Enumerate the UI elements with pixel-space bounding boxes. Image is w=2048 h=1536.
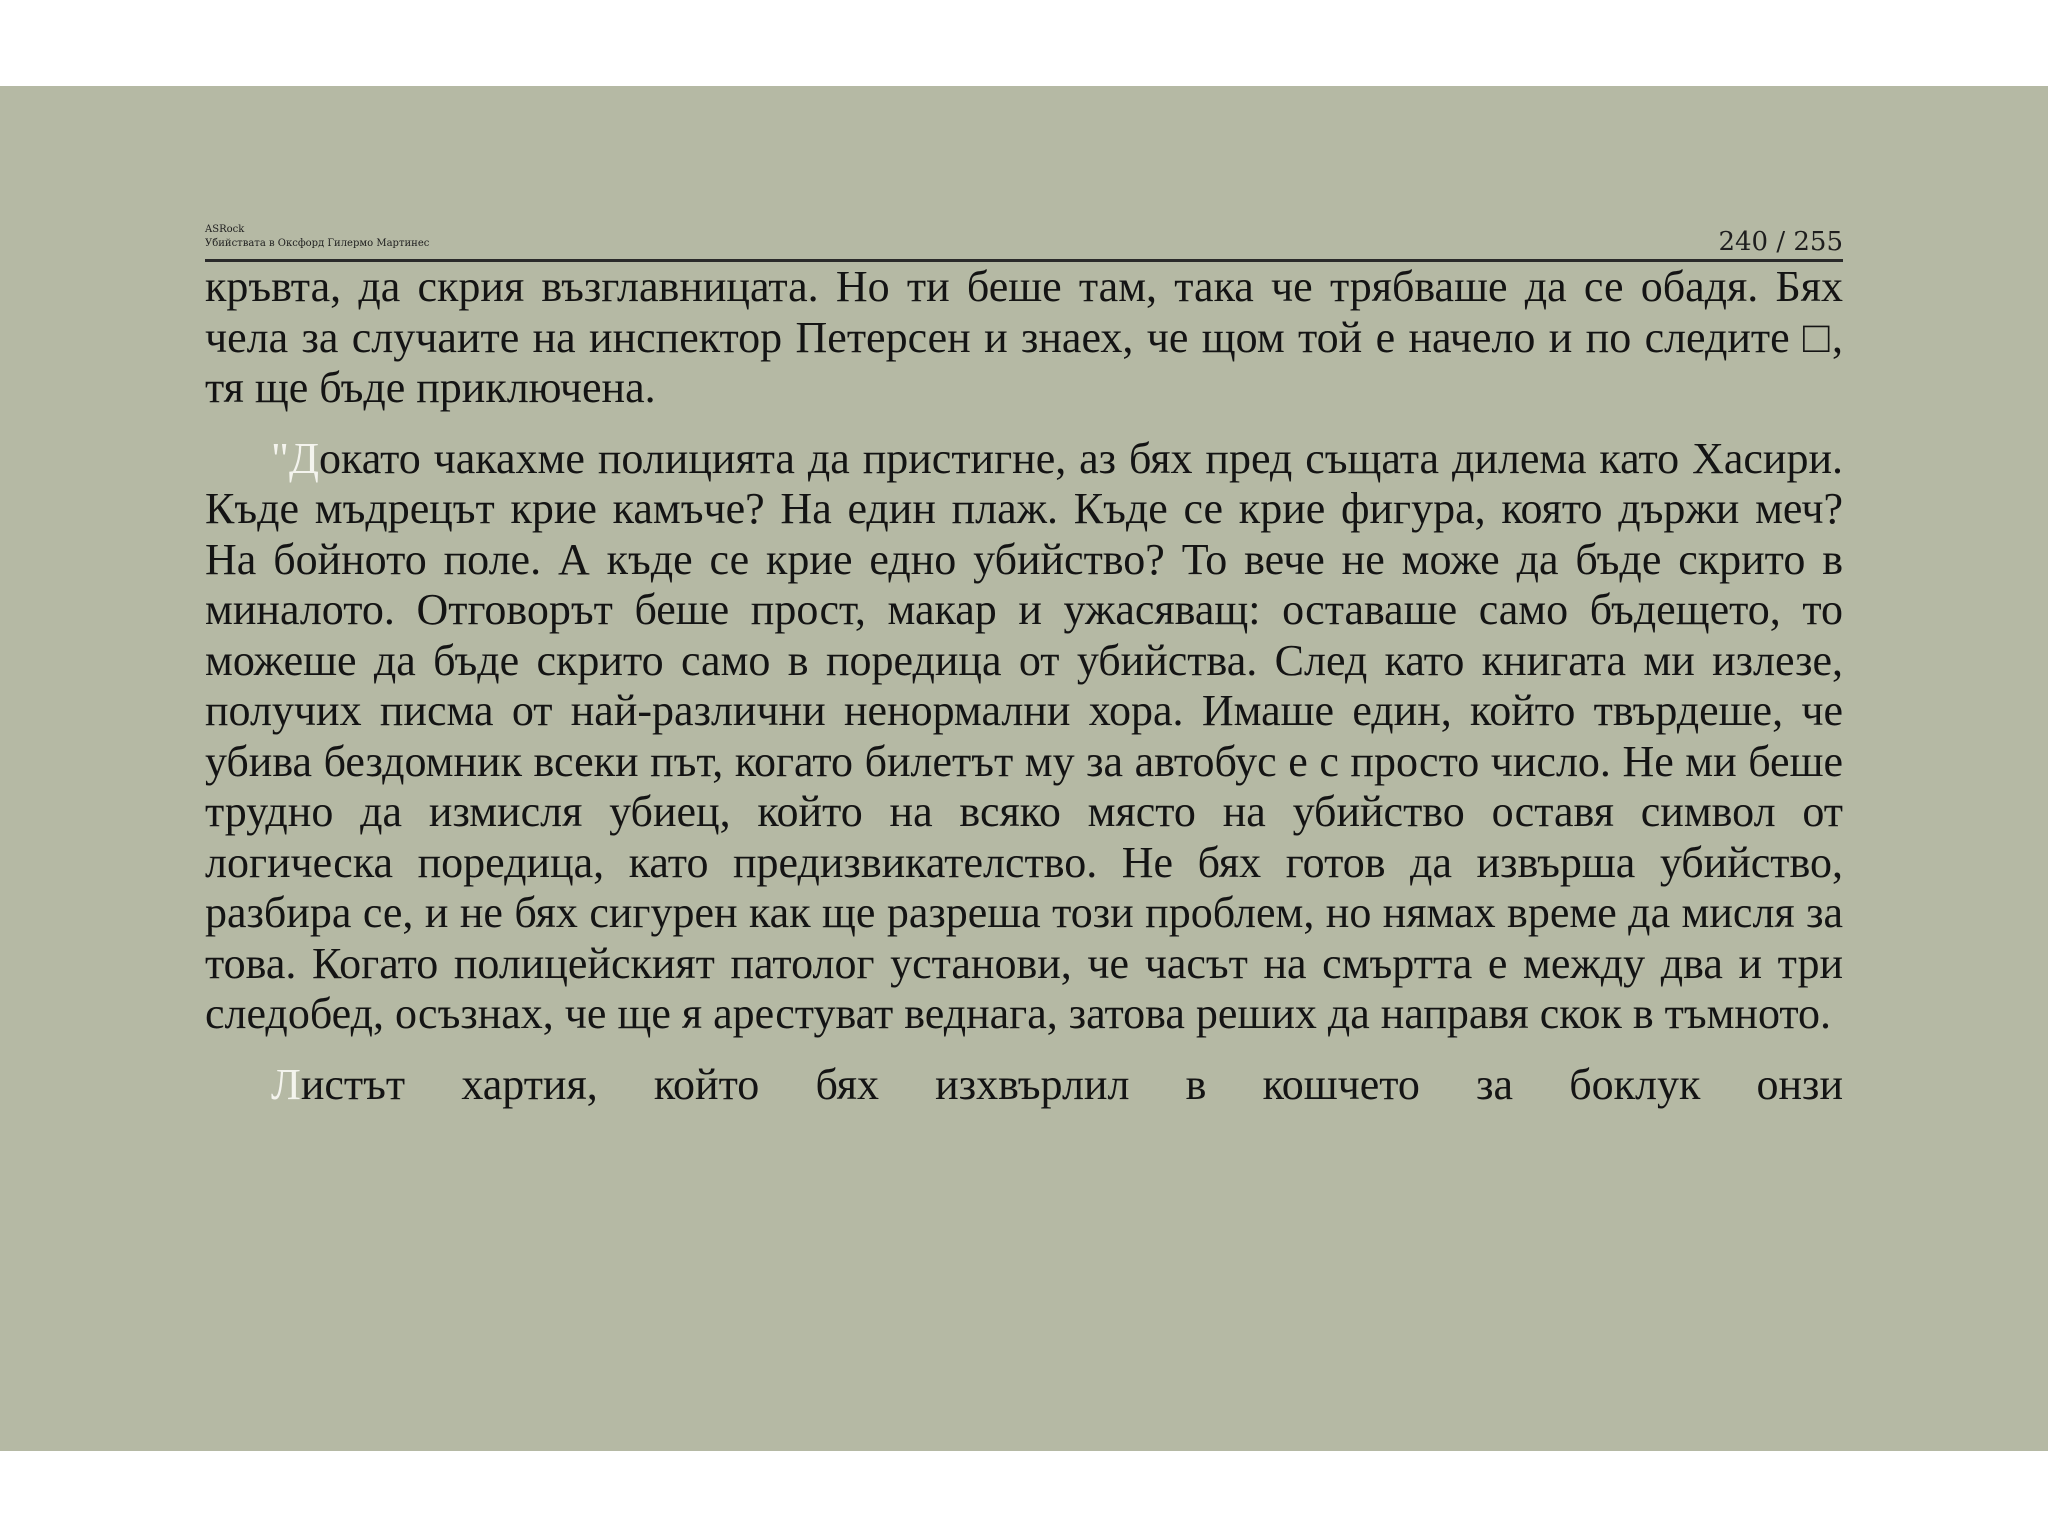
app-name: ASRock	[205, 224, 245, 235]
initial-letter: "Д	[271, 433, 319, 483]
page-text[interactable]	[205, 262, 1843, 1130]
paragraph-dialogue	[205, 434, 1843, 1040]
paragraph-next	[205, 1060, 1843, 1111]
page-indicator: 240 / 255	[1718, 227, 1843, 257]
book-title: Убийствата в Оксфорд Гилермо Мартинес	[205, 238, 430, 249]
paragraph-continued: кръвта, да скрия възглавницата. Но ти беше там, така че трябваше да се обадя. Бях чела за случаите на инспектор Петерсен и знаех, че щом той е начело и по следите □, тя ще бъде приключена.	[205, 262, 1843, 412]
page-header	[205, 137, 1843, 262]
initial-letter: Л	[271, 1059, 301, 1109]
paragraph-text: окато чакахме полицията да пристигне, аз бях пред същата дилема като Хасири. Къде мъдрецът крие камъче? На един плаж. Къде се крие фигура, която държи меч? На бойното поле. А къде се крие едно убийство? То вече не може да бъде скрито в миналото. Отговорът беше прост, макар и ужасяващ: оставаше само бъдещето, то можеше да бъде скрито само в поредица от убийства. След като книгата ми излезе, получих писма от най-различни ненормални хора. Имаше един, който твърдеше, че убива бездомник всеки път, когато билетът му за автобус е с просто число. Не ми беше трудно да измисля убиец, който на всяко място на убийство оставя символ от логическа поредица, като предизвикателство. Не бях готов да извърша убийство, разбира се, и не бях сигурен как ще разреша този проблем, но нямах време да мисля за това. Когато полицейският патолог установи, че часът на смъртта е между два и три следобед, осъзнах, че ще я арестуват веднага, затова реших да направя скок в тъмното.	[205, 433, 1843, 1038]
paragraph-text: истът хартия, който бях изхвърлил в кошчето за боклук онзи	[300, 1059, 1843, 1109]
header-left	[205, 223, 429, 251]
